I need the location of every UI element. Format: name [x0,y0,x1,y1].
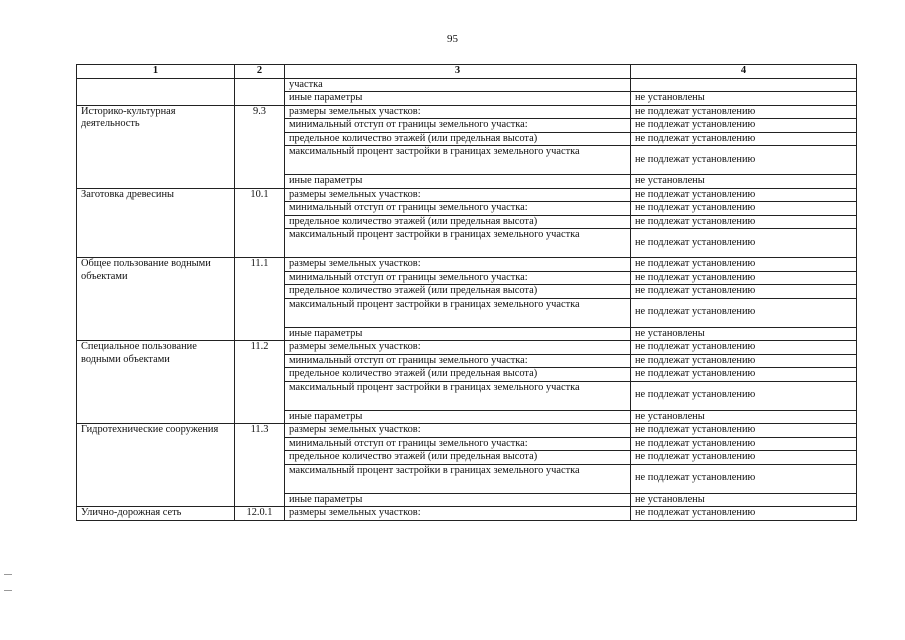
table-header-row [77,65,857,79]
parameter-cell: размеры земельных участков: [285,424,631,438]
table-row [77,105,857,119]
header-col-4: 4 [631,65,857,79]
land-use-type-cell: Историко-культурная деятельность [77,105,235,188]
value-cell: не установлены [631,92,857,106]
parameter-cell: минимальный отступ от границы земельного участка: [285,354,631,368]
value-cell: не подлежат установлению [631,202,857,216]
code-cell [235,78,285,105]
parameter-cell: иные параметры [285,92,631,106]
land-use-type-cell: Гидротехнические сооружения [77,424,235,507]
parameter-cell: предельное количество этажей (или предельная высота) [285,451,631,465]
value-cell: не подлежат установлению [631,271,857,285]
regulations-table [76,64,857,521]
parameter-cell: размеры земельных участков: [285,258,631,272]
value-cell: не подлежат установлению [631,215,857,229]
value-cell: не подлежат установлению [631,132,857,146]
land-use-type-cell: Заготовка древесины [77,188,235,258]
table-row [77,424,857,438]
parameter-cell: максимальный процент застройки в границах земельного участка [285,298,631,327]
value-cell: не подлежат установлению [631,341,857,355]
parameter-cell: иные параметры [285,175,631,189]
value-cell: не установлены [631,493,857,507]
code-cell: 11.3 [235,424,285,507]
code-cell: 11.2 [235,341,285,424]
land-use-type-cell [77,78,235,105]
parameter-cell: предельное количество этажей (или предельная высота) [285,132,631,146]
parameter-cell: минимальный отступ от границы земельного участка: [285,119,631,133]
parameter-cell: иные параметры [285,493,631,507]
value-cell: не подлежат установлению [631,451,857,465]
value-cell: не подлежат установлению [631,105,857,119]
parameter-cell: максимальный процент застройки в границах земельного участка [285,146,631,175]
value-cell: не подлежат установлению [631,437,857,451]
parameter-cell: минимальный отступ от границы земельного участка: [285,202,631,216]
header-col-2: 2 [235,65,285,79]
code-cell: 12.0.1 [235,507,285,521]
value-cell: не подлежат установлению [631,464,857,493]
value-cell: не подлежат установлению [631,119,857,133]
parameter-cell: размеры земельных участков: [285,105,631,119]
value-cell [631,78,857,92]
value-cell: не установлены [631,410,857,424]
parameter-cell: максимальный процент застройки в границах земельного участка [285,464,631,493]
parameter-cell: предельное количество этажей (или предельная высота) [285,368,631,382]
value-cell: не подлежат установлению [631,229,857,258]
parameter-cell: максимальный процент застройки в границах земельного участка [285,381,631,410]
page-number: 95 [447,33,458,45]
parameter-cell: размеры земельных участков: [285,341,631,355]
value-cell: не подлежат установлению [631,285,857,299]
code-cell: 10.1 [235,188,285,258]
code-cell: 9.3 [235,105,285,188]
table-row [77,258,857,272]
value-cell: не подлежат установлению [631,298,857,327]
value-cell: не подлежат установлению [631,258,857,272]
parameter-cell: минимальный отступ от границы земельного участка: [285,437,631,451]
value-cell: не установлены [631,327,857,341]
header-col-1: 1 [77,65,235,79]
land-use-type-cell: Улично-дорожная сеть [77,507,235,521]
land-use-type-cell: Общее пользование водными объектами [77,258,235,341]
value-cell: не подлежат установлению [631,146,857,175]
value-cell: не подлежат установлению [631,381,857,410]
parameter-cell: максимальный процент застройки в границах земельного участка [285,229,631,258]
value-cell: не установлены [631,175,857,189]
parameter-cell: минимальный отступ от границы земельного участка: [285,271,631,285]
parameter-cell: размеры земельных участков: [285,188,631,202]
table-row [77,507,857,521]
land-use-type-cell: Специальное пользование водными объектами [77,341,235,424]
parameter-cell: предельное количество этажей (или предельная высота) [285,285,631,299]
header-col-3: 3 [285,65,631,79]
value-cell: не подлежат установлению [631,188,857,202]
value-cell: не подлежат установлению [631,368,857,382]
margin-mark [4,574,12,575]
parameter-cell: иные параметры [285,327,631,341]
table-row [77,341,857,355]
value-cell: не подлежат установлению [631,507,857,521]
parameter-cell: предельное количество этажей (или предельная высота) [285,215,631,229]
table-row [77,188,857,202]
margin-mark [4,590,12,591]
parameter-cell: иные параметры [285,410,631,424]
code-cell: 11.1 [235,258,285,341]
value-cell: не подлежат установлению [631,354,857,368]
value-cell: не подлежат установлению [631,424,857,438]
table-row [77,78,857,92]
parameter-cell: участка [285,78,631,92]
parameter-cell: размеры земельных участков: [285,507,631,521]
